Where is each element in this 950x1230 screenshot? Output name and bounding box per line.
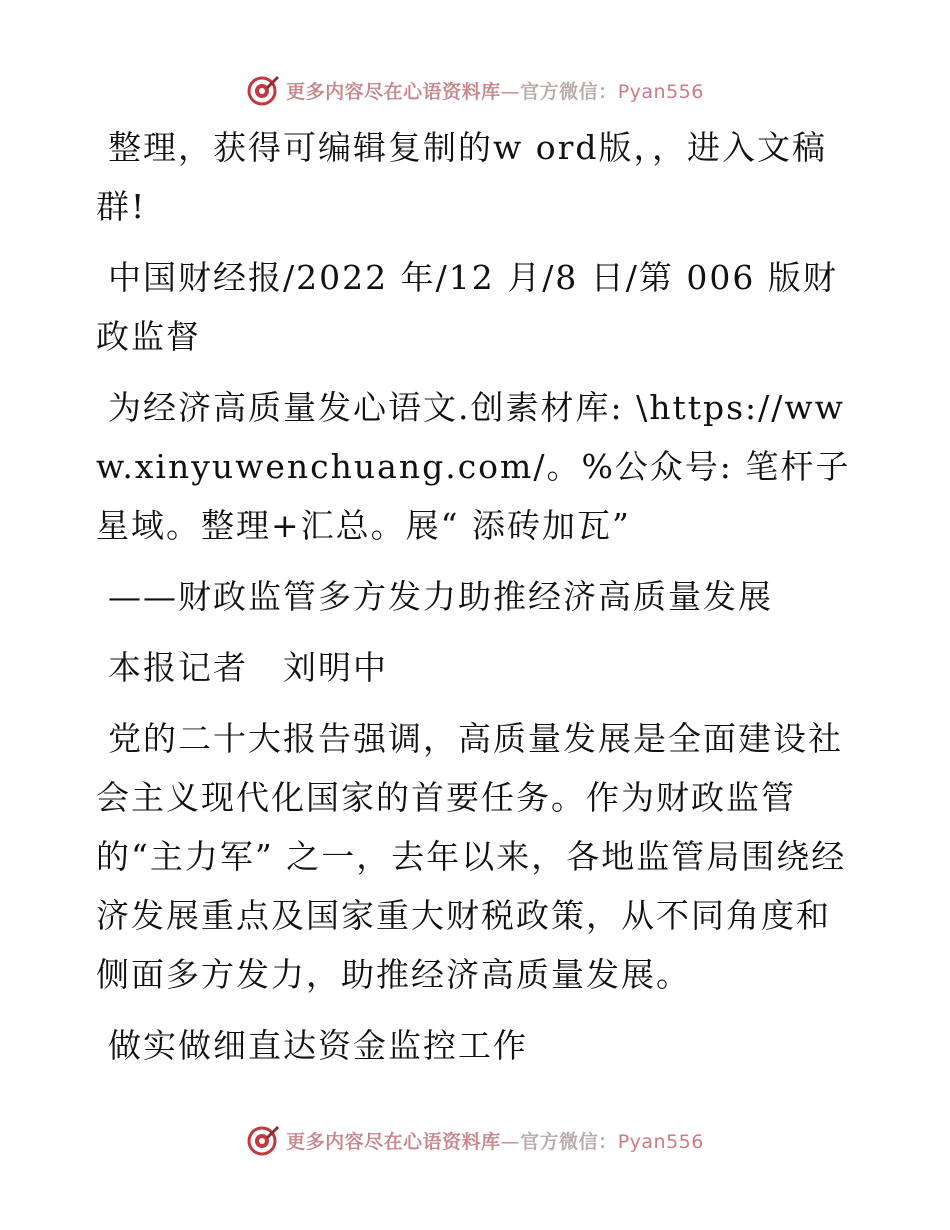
paragraph-intro: 整理，获得可编辑复制的w ord版，，进入文稿群! (96, 128, 828, 226)
article-byline: 本报记者 刘明中 (108, 648, 388, 687)
watermark-text (286, 1127, 704, 1154)
watermark-wechat-id: Pyan556 (617, 1130, 704, 1153)
footer-watermark-banner (0, 1120, 950, 1160)
paragraph-body: 党的二十大报告强调，高质量发展是全面建设社会主义现代化国家的首要任务。作为财政监管的“主力军” 之一，去年以来，各地监管局围绕经济发展重点及国家重大财税政策，从不同角度和侧面多方发力，助推经济高质量发展。 (96, 719, 847, 994)
brush-logo-icon (246, 1123, 280, 1157)
watermark-separator: — (500, 1130, 521, 1153)
watermark-text (286, 77, 704, 104)
watermark-label: 官方微信： (520, 80, 618, 103)
header-watermark-banner (0, 70, 950, 110)
watermark-main-text: 更多内容尽在心语资料库 (286, 1130, 501, 1153)
paragraph-notice: 为经济高质量发心语文.创素材库: \https://www.xinyuwenchuang.com/。%公众号: 笔杆子星域。整理+汇总。展“ 添砖加瓦” (96, 388, 851, 545)
article-subtitle: ——财政监管多方发力助推经济高质量发展 (108, 577, 773, 616)
section-heading: 做实做细直达资金监控工作 (108, 1026, 528, 1065)
document-body (96, 118, 852, 1087)
watermark-main-text: 更多内容尽在心语资料库 (286, 80, 501, 103)
watermark-wechat-id: Pyan556 (617, 80, 704, 103)
watermark-label: 官方微信： (520, 1130, 618, 1153)
paragraph-source: 中国财经报/2022 年/12 月/8 日/第 006 版财政监督 (96, 258, 838, 356)
brush-logo-icon (246, 73, 280, 107)
watermark-separator: — (500, 80, 521, 103)
